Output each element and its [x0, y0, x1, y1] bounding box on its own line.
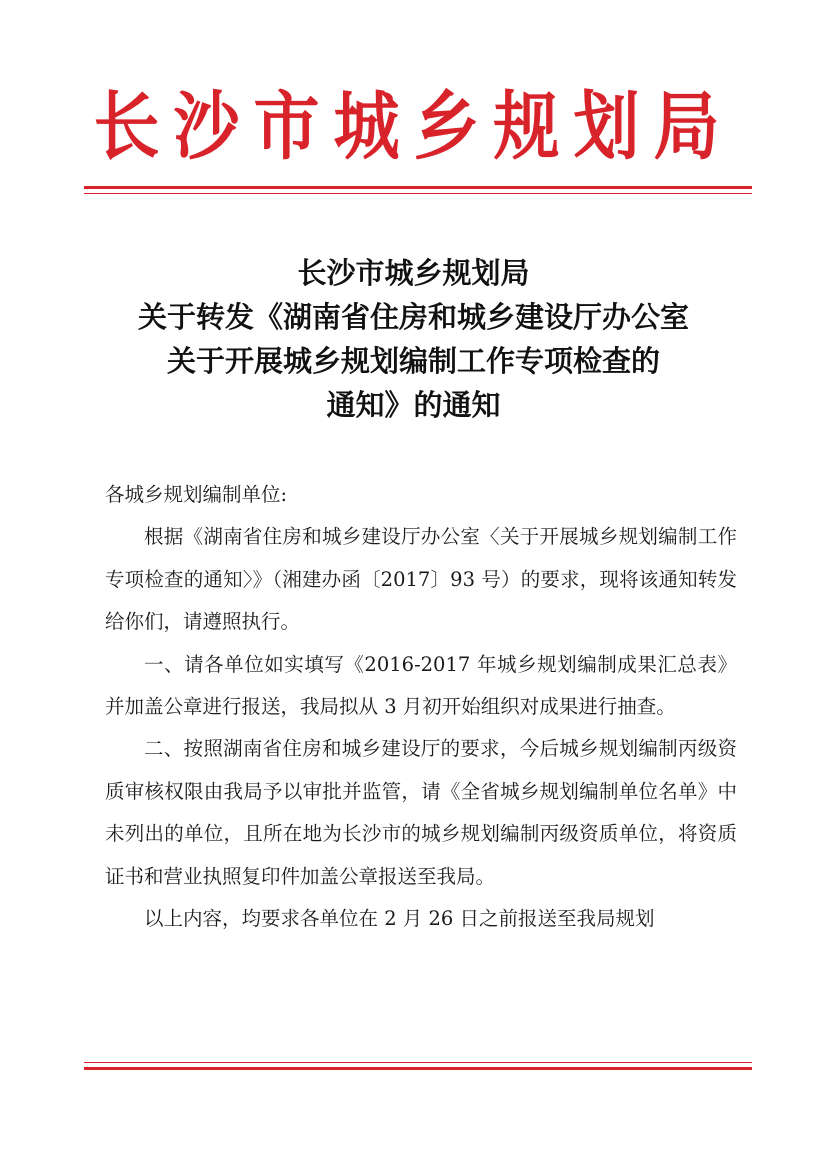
header-rule-thick — [84, 186, 752, 189]
masthead-org-name: 长沙市城乡规划局 — [93, 82, 734, 170]
body-paragraph-3: 二、按照湖南省住房和城乡建设厅的要求，今后城乡规划编制丙级资质审核权限由我局予以审批并监管，请《全省城乡规划编制单位名单》中未列出的单位，且所在地为长沙市的城乡规划编制丙级资质单位，将资质证书和营业执照复印件加盖公章报送至我局。 — [105, 737, 737, 888]
document-title — [0, 251, 827, 427]
header-rule-thin — [84, 193, 752, 194]
body-paragraph-2: 一、请各单位如实填写《2016-2017 年城乡规划编制成果汇总表》并加盖公章进行报送，我局拟从 3 月初开始组织对成果进行抽查。 — [105, 652, 737, 719]
salutation: 各城乡规划编制单位: — [105, 483, 288, 506]
title-line-1: 长沙市城乡规划局 — [297, 256, 530, 290]
footer-rule-thin — [84, 1062, 752, 1063]
title-line-2: 关于转发《湖南省住房和城乡建设厅办公室 — [137, 300, 689, 334]
body-paragraph-1: 根据《湖南省住房和城乡建设厅办公室〈关于开展城乡规划编制工作专项检查的通知〉》（湘建办函〔2017〕93 号）的要求，现将该通知转发给你们，请遵照执行。 — [105, 525, 737, 634]
footer-rule-thick — [84, 1067, 752, 1070]
title-line-3: 关于开展城乡规划编制工作专项检查的 — [166, 344, 660, 378]
title-line-4: 通知》的通知 — [326, 388, 501, 422]
document-body — [105, 474, 737, 940]
body-paragraph-4: 以上内容，均要求各单位在 2 月 26 日之前报送至我局规划 — [144, 907, 655, 931]
